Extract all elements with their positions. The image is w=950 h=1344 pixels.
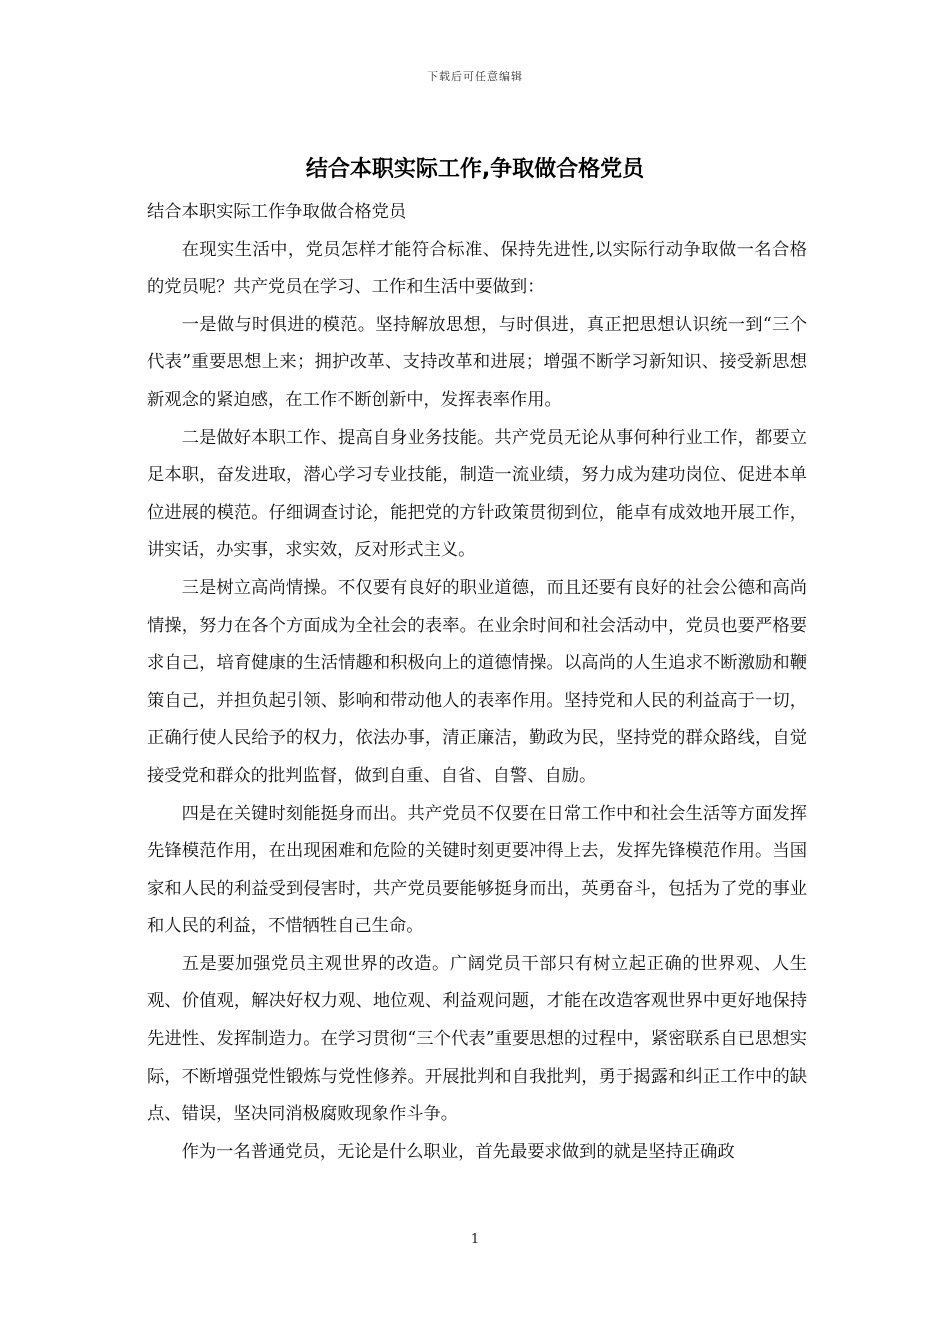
paragraph-point-3: 三是树立高尚情操。不仅要有良好的职业道德，而且还要有良好的社会公德和高尚情操，努力在各个方面成为全社会的表率。在业余时间和社会活动中，党员也要严格要求自己，培育健康的生活情趣和积极向上的道德情操。以高尚的人生追求不断激励和鞭策自己，并担负起引领、影响和带动他人的表率作用。坚持党和人民的利益高于一切，正确行使人民给予的权力，依法办事，清正廉洁，勤政为民，坚持党的群众路线，自觉接受党和群众的批判监督，做到自重、自省、自警、自励。: [147, 577, 807, 786]
paragraph-point-5: 五是要加强党员主观世界的改造。广阔党员干部只有树立起正确的世界观、人生观、价值观，解决好权力观、地位观、利益观问题，才能在改造客观世界中更好地保持先进性、发挥制造力。在学习贯彻“三个代表”重要思想的过程中，紧密联系自已思想实际，不断增强党性锻炼与党性修养。开展批判和自我批判，勇于揭露和纠正工作中的缺点、错误，坚决同消极腐败现象作斗争。: [147, 953, 807, 1125]
page-number: 1: [470, 1232, 480, 1247]
paragraph-point-1: 一是做与时俱进的模范。坚持解放思想，与时俱进，真正把思想认识统一到“三个代表”重要思想上来；拥护改革、支持改革和进展；增强不断学习新知识、接受新思想新观念的紧迫感，在工作不断创新中，发挥表率作用。: [147, 314, 807, 410]
page-header-note: 下载后可任意编辑: [427, 70, 523, 83]
document-title: 结合本职实际工作,争取做合格党员: [305, 157, 645, 182]
document-subtitle: 结合本职实际工作争取做合格党员: [147, 202, 407, 222]
paragraph-point-4: 四是在关键时刻能挺身而出。共产党员不仅要在日常工作中和社会生活等方面发挥先锋模范作用，在出现困难和危险的关键时刻更要冲得上去，发挥先锋模范作用。当国家和人民的利益受到侵害时，共产党员要能够挺身而出，英勇奋斗，包括为了党的事业和人民的利益，不惜牺牲自己生命。: [147, 803, 807, 937]
paragraph-point-2: 二是做好本职工作、提高自身业务技能。共产党员无论从事何种行业工作，都要立足本职，奋发进取，潜心学习专业技能，制造一流业绩，努力成为建功岗位、促进本单位进展的模范。仔细调查讨论，能把党的方针政策贯彻到位，能卓有成效地开展工作，讲实话，办实事，求实效，反对形式主义。: [147, 427, 807, 561]
paragraph-intro: 在现实生活中，党员怎样才能符合标准、保持先进性,以实际行动争取做一名合格的党员呢？共产党员在学习、工作和生活中要做到：: [147, 239, 807, 298]
document-body: [147, 194, 807, 1171]
paragraph-conclusion: 作为一名普通党员，无论是什么职业，首先最要求做到的就是坚持正确政: [181, 1141, 735, 1162]
